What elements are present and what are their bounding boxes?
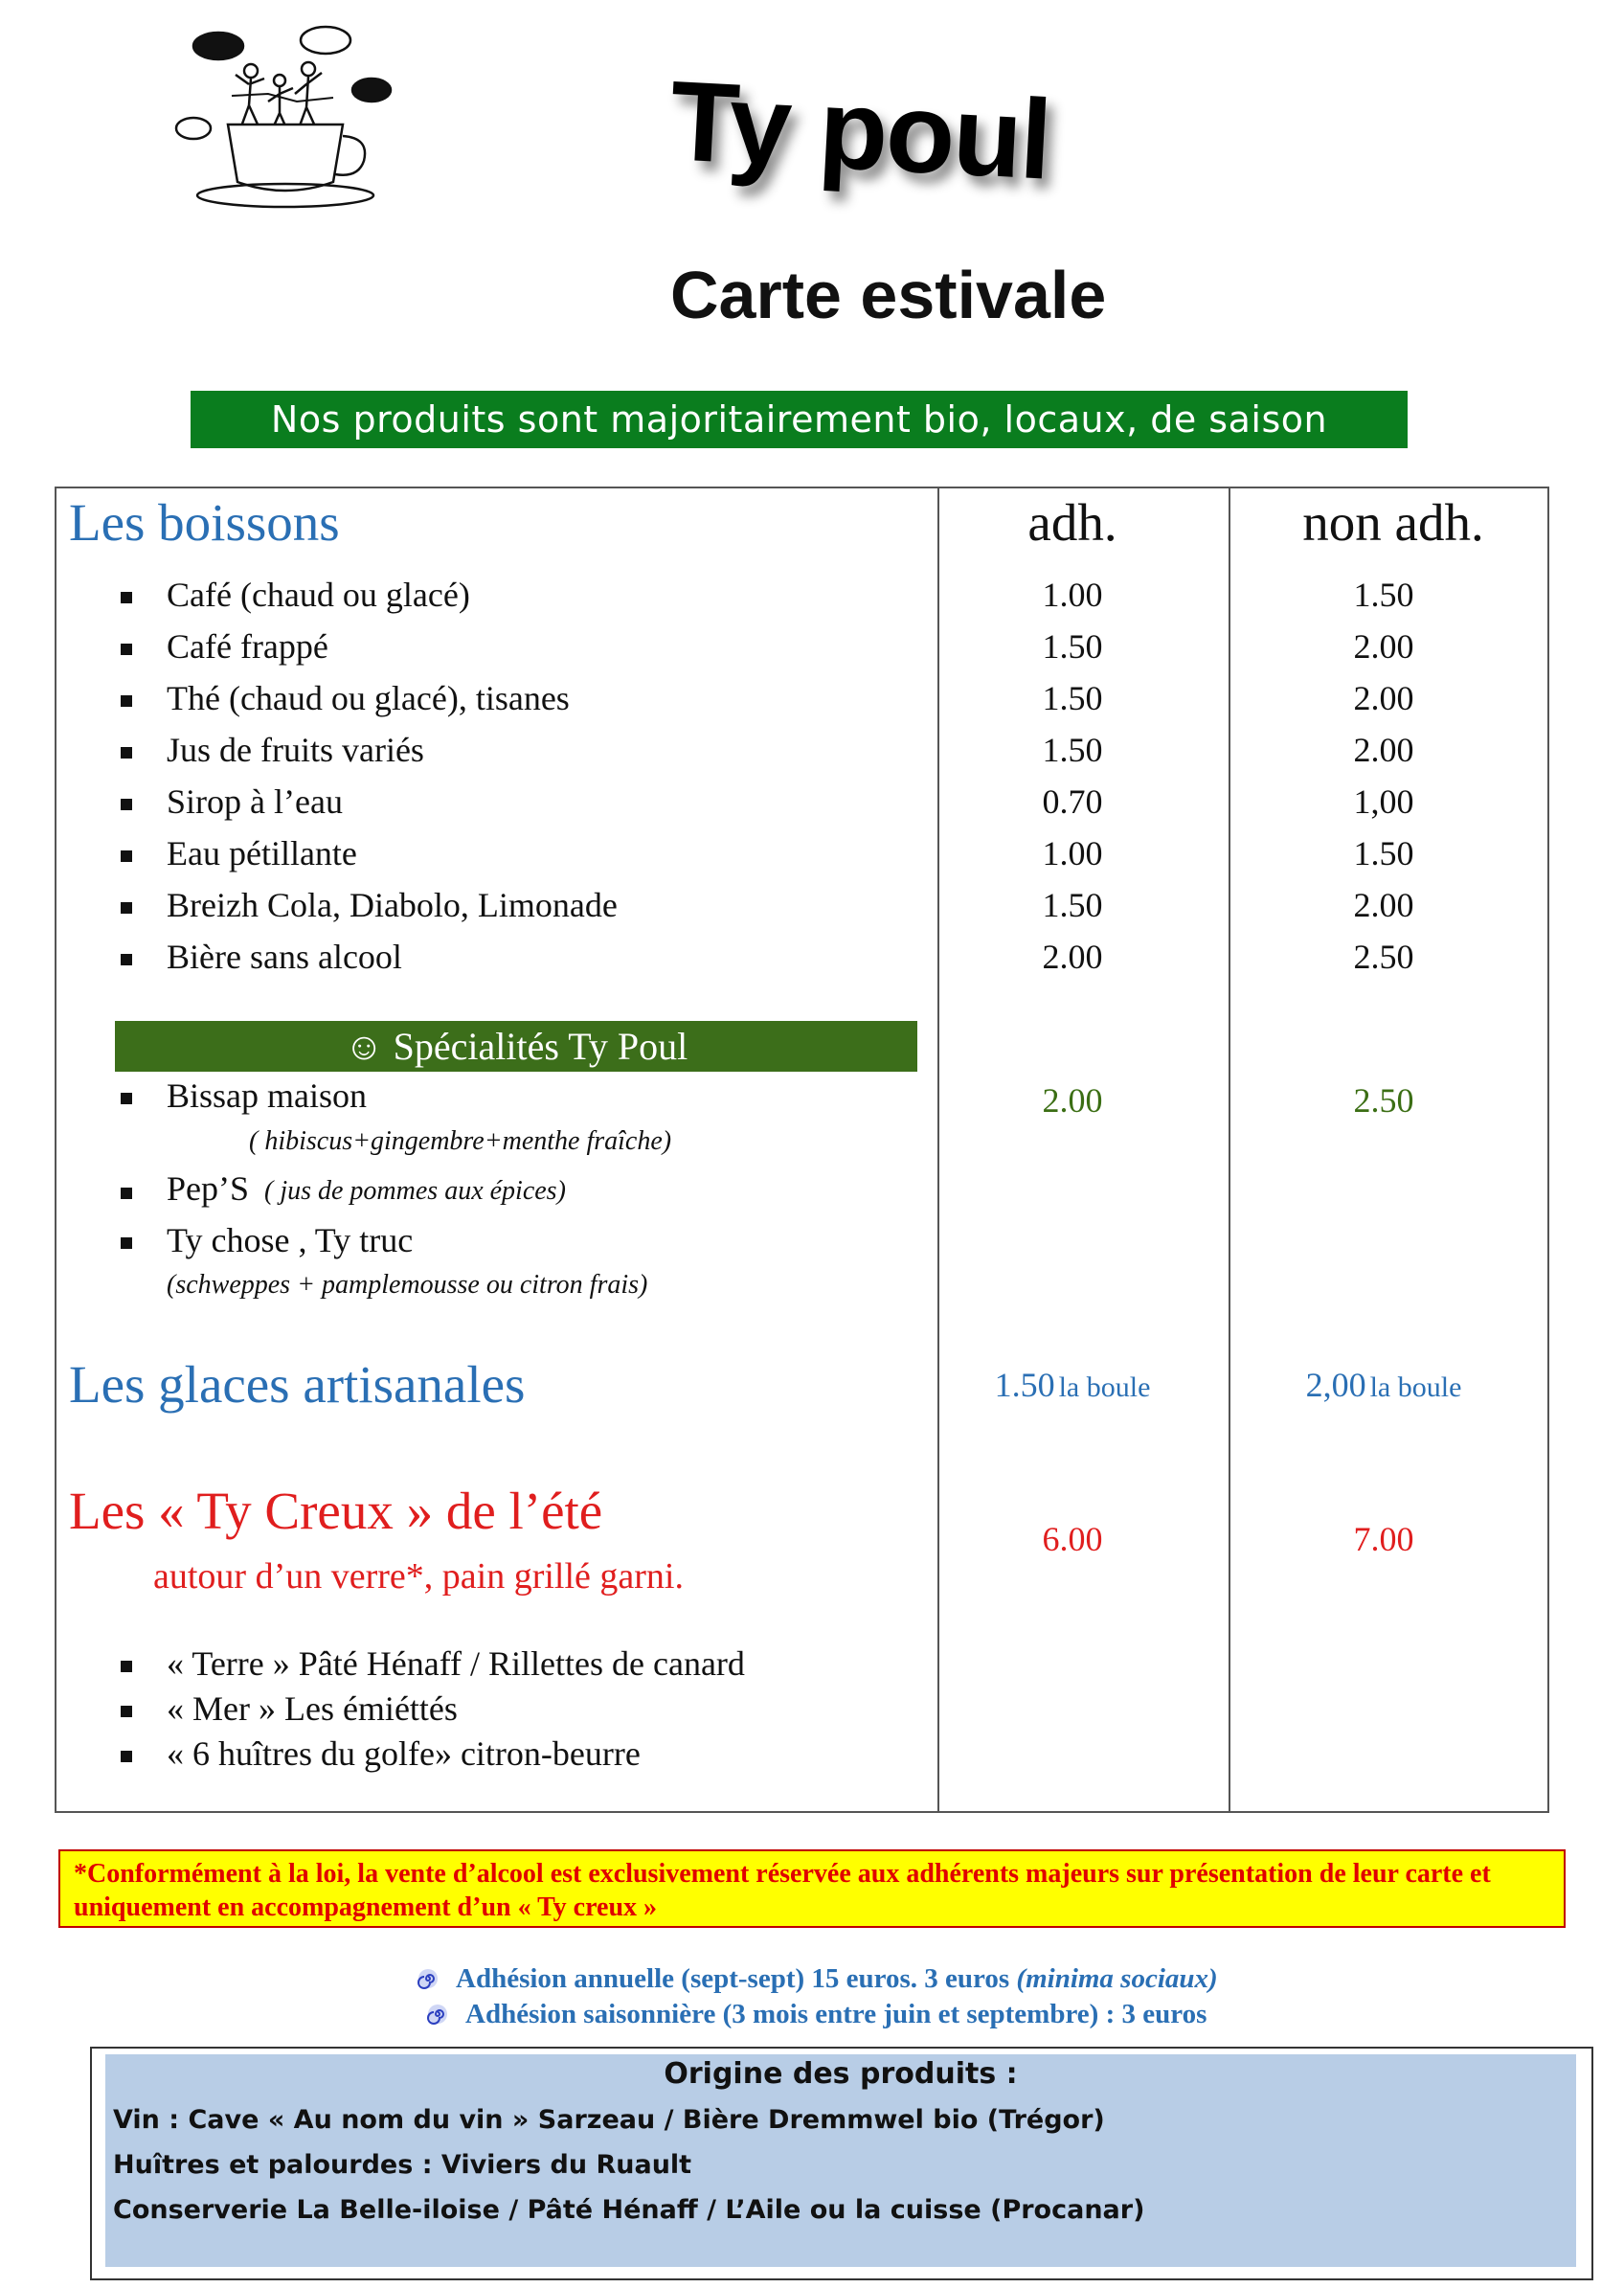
column-divider [937,487,939,1813]
price-non-adh: 2.00 [1353,679,1414,717]
item-name: Café (chaud ou glacé) [167,576,470,614]
item-name: Café frappé [167,627,328,666]
square-bullet-icon [121,1237,132,1249]
square-bullet-icon [121,644,132,655]
square-bullet-icon [121,799,132,810]
item-name: « 6 huîtres du golfe» citron-beurre [167,1734,641,1773]
coffee-cup-people-logo-icon [172,21,402,213]
origin-line: Vin : Cave « Au nom du vin » Sarzeau / Bière Dremmwel bio (Trégor) [113,2105,1105,2135]
item-name: « Terre » Pâté Hénaff / Rillettes de canard [167,1644,745,1683]
price-non-adh: 2.00 [1353,886,1414,924]
membership-annual [417,1963,1218,1995]
legal-notice: *Conformément à la loi, la vente d’alcool est exclusivement réservée aux adhérents majeurs sur présentation de leur carte et uniquement en accompagnement d’un « Ty creux » [58,1849,1566,1928]
item-name: « Mer » Les émiéttés [167,1689,458,1728]
page-title: Ty poul [666,57,1053,204]
price-adh: 2.00 [1042,938,1103,976]
item-detail: (schweppes + pamplemousse ou citron frais) [167,1270,648,1300]
spiral-icon [417,1968,439,1989]
square-bullet-icon [121,1093,132,1104]
item-name: Breizh Cola, Diabolo, Limonade [167,886,618,924]
item-name: Eau pétillante [167,834,357,872]
price-adh: 1.50 [1042,731,1103,769]
column-header-non-adh: non adh. [1302,493,1484,552]
specialties-heading: ☺ Spécialités Ty Poul [115,1021,917,1072]
column-header-adh: adh. [1027,493,1117,552]
price-adh: 1.50 [1042,679,1103,717]
item-detail: ( hibiscus+gingembre+menthe fraîche) [249,1126,672,1156]
price-non-adh: 1,00 [1353,782,1414,821]
ice-cream-price-non-adh [1264,1365,1503,1405]
column-divider [1229,487,1230,1813]
item-name: Sirop à l’eau [167,782,343,821]
price-adh: 0.70 [1042,782,1103,821]
item-name: Ty chose , Ty truc [167,1221,414,1259]
square-bullet-icon [121,850,132,862]
price-non-adh: 2.00 [1353,627,1414,666]
price-non-adh: 2.00 [1353,731,1414,769]
price-adh: 2.00 [1042,1081,1103,1120]
price-adh: 1.50 [1042,886,1103,924]
ice-cream-price-adh [977,1365,1168,1405]
price-adh: 1.00 [1042,834,1103,872]
price-non-adh: 1.50 [1353,834,1414,872]
membership-annual-note: (minima sociaux) [1016,1963,1218,1994]
price-non-adh: 2.50 [1353,938,1414,976]
organic-banner: Nos produits sont majoritairement bio, locaux, de saison [191,391,1408,448]
square-bullet-icon [121,1751,132,1762]
spiral-icon [427,2004,448,2025]
item-name: Jus de fruits variés [167,731,424,769]
item-detail: ( jus de pommes aux épices) [264,1176,566,1206]
origin-title: Origine des produits : [664,2057,1018,2091]
item-name: Bière sans alcool [167,938,402,976]
membership-annual-text: Adhésion annuelle (sept-sept) 15 euros. 3 euros [456,1963,1017,1994]
price-unit: la boule [1369,1371,1462,1403]
square-bullet-icon [121,592,132,603]
membership-seasonal [427,1999,1207,2030]
ty-creux-price-adh: 6.00 [1042,1520,1103,1558]
page-subtitle: Carte estivale [670,258,1107,332]
square-bullet-icon [121,1706,132,1717]
ty-creux-heading: Les « Ty Creux » de l’été [69,1482,603,1540]
price-non-adh: 1.50 [1353,576,1414,614]
price-non-adh: 2.50 [1353,1081,1414,1120]
square-bullet-icon [121,1188,132,1199]
price-adh: 1.50 [1042,627,1103,666]
price-unit: la boule [1058,1371,1151,1403]
origin-line: Huîtres et palourdes : Viviers du Ruault [113,2150,692,2180]
item-name: Thé (chaud ou glacé), tisanes [167,679,570,717]
square-bullet-icon [121,747,132,759]
ty-creux-price-non-adh: 7.00 [1353,1520,1414,1558]
ice-cream-heading: Les glaces artisanales [69,1355,526,1414]
square-bullet-icon [121,695,132,707]
square-bullet-icon [121,954,132,965]
price-adh: 1.00 [1042,576,1103,614]
square-bullet-icon [121,902,132,914]
price-value: 2,00 [1305,1366,1366,1404]
origin-line: Conserverie La Belle-iloise / Pâté Hénaff / L’Aile ou la cuisse (Procanar) [113,2195,1145,2225]
price-value: 1.50 [994,1366,1055,1404]
membership-seasonal-text: Adhésion saisonnière (3 mois entre juin et septembre) : 3 euros [465,1999,1207,2029]
item-name: Pep’S [167,1169,250,1208]
item-name: Bissap maison [167,1076,368,1115]
ty-creux-subheading: autour d’un verre*, pain grillé garni. [153,1556,684,1597]
drinks-heading: Les boissons [69,493,340,552]
square-bullet-icon [121,1661,132,1672]
